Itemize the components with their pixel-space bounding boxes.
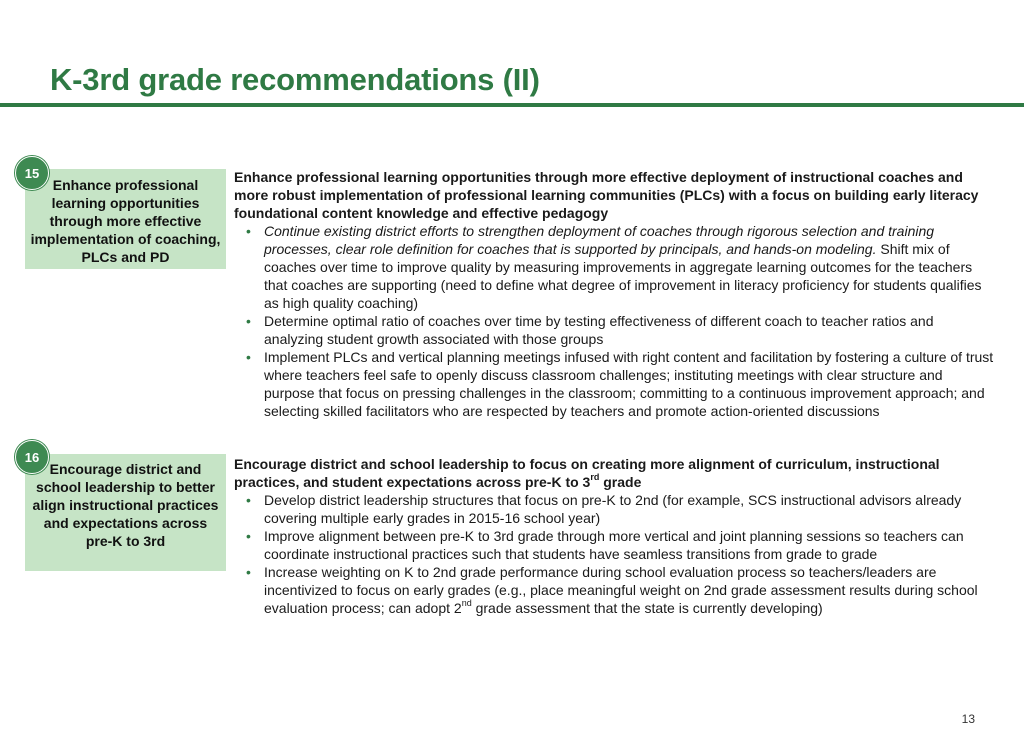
bullet-icon: •	[246, 492, 251, 508]
section-number-badge: 15	[15, 156, 49, 190]
list-item	[234, 491, 994, 527]
bullet-text: Develop district leadership structures that focus on pre-K to 2nd (for example, SCS instructional advisors already covering multiple early grades in 2015-16 school year)	[264, 492, 962, 526]
bullet-text: Determine optimal ratio of coaches over time by testing effectiveness of different coach to teacher ratios and analyzing student growth associated with those groups	[264, 313, 934, 347]
bullet-icon: •	[246, 349, 251, 365]
bullet-superscript: nd	[461, 598, 472, 609]
list-item	[234, 312, 994, 348]
list-item	[234, 348, 994, 420]
bullet-list	[234, 222, 994, 420]
bullet-italic-text: Continue existing district efforts to strengthen deployment of coaches through rigorous selection and training processes, clear role definition for coaches that is supported by principals, and hands-on modeling.	[264, 223, 935, 257]
bullet-text: Increase weighting on K to 2nd grade performance during school evaluation process so teachers/leaders are incentivized to focus on early grades (e.g., place meaningful weight on 2nd grade assessment results during school evaluation process; can adopt 2	[264, 564, 978, 616]
bullet-icon: •	[246, 564, 251, 580]
list-item	[234, 222, 994, 312]
bullet-text: Shift mix of coaches over time to improve quality by measuring improvements in aggregate learning outcomes for the teachers that coaches are supporting (need to define what degree of improvement in literacy proficiency for students qualifies as high quality coaching)	[264, 241, 982, 311]
page-number: 13	[961, 712, 975, 726]
page-title: K-3rd grade recommendations (II)	[50, 62, 540, 97]
bullet-text: Implement PLCs and vertical planning meetings infused with right content and facilitation by fostering a culture of trust where teachers feel safe to openly discuss classroom challenges; instituting meetings with clear structure and purpose that focus on pressing challenges in the classroom; committing to a continuous improvement approach; and selecting skilled facilitators who are respected by teachers and promote action-oriented discussions	[264, 349, 994, 419]
section-16-content	[234, 455, 994, 617]
section-number-badge: 16	[15, 440, 49, 474]
section-summary-box: Encourage district and school leadership to better align instructional practices and expectations across pre-K to 3rd	[25, 454, 226, 571]
list-item	[234, 563, 994, 617]
heading-text: Encourage district and school leadership to focus on creating more alignment of curriculum, instructional practices, and student expectations across pre-K to 3	[234, 456, 940, 490]
list-item	[234, 527, 994, 563]
title-divider	[0, 103, 1024, 107]
bullet-list	[234, 491, 994, 617]
heading-text-end: grade	[599, 474, 642, 490]
bullet-icon: •	[246, 313, 251, 329]
bullet-icon: •	[246, 223, 251, 239]
bullet-text-end: grade assessment that the state is currently developing)	[471, 600, 823, 616]
bullet-text: Improve alignment between pre-K to 3rd grade through more vertical and joint planning sessions so teachers can coordinate instructional practices such that students have seamless transitions from grade to grade	[264, 528, 964, 562]
section-15-content	[234, 168, 994, 420]
section-heading: Enhance professional learning opportunities through more effective deployment of instructional coaches and more robust implementation of professional learning communities (PLCs) with a focus on building early literacy foundational content knowledge and effective pedagogy	[234, 169, 979, 221]
heading-superscript: rd	[590, 472, 600, 483]
section-summary-box: Enhance professional learning opportunities through more effective implementation of coaching, PLCs and PD	[25, 169, 226, 269]
bullet-icon: •	[246, 528, 251, 544]
section-heading	[234, 455, 994, 491]
